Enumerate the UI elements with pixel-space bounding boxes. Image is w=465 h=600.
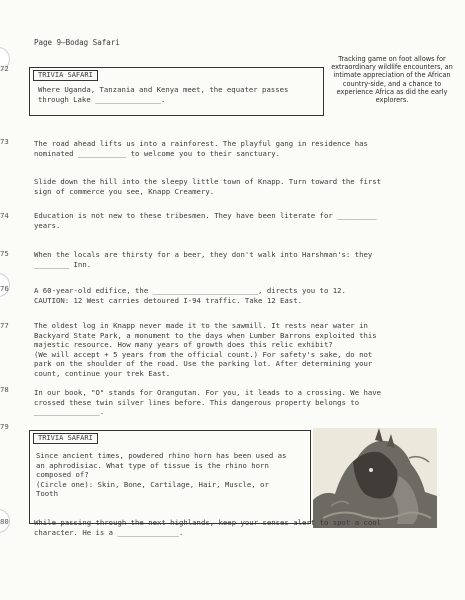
item-80-text: While passing through the next highlands, keep your senses alert to spot a cool character. He is a ______________. [34,518,382,537]
item-73-text: The road ahead lifts us into a rainforest. The playful gang in residence has nominated ___________ to welcome you to their sanctuary. [34,139,368,158]
trivia-question: Where Uganda, Tanzania and Kenya meet, the equater passes through Lake _______________. [38,85,289,104]
item-78-text: In our book, "O" stands for Orangutan. For you, it leads to a crossing. We have crossed these twin silver lines before. This dangerous property belongs to _______________. [34,388,382,417]
trivia-title: TRIVIA SAFARI [33,433,98,444]
page-header: Page 9—Bodag Safari [34,38,120,47]
item-77-text: The oldest log in Knapp never made it to the sawmill. It rests near water in Backyard State Park, a monument to the days when Lumber Barrons exploited this majestic resource. How many years of growth does this relic exhibit? (We will accept + 5 years from the official count.) For safety's sake, do not park on the shoulder of the road. Use the parking lot. After determining your count, continue your trek East. [34,321,377,378]
item-76-text: A 60-year-old edifice, the ________________________, directs you to 12. CAUTION: 12 West carries detoured I-94 traffic. Take 12 East. [34,286,346,305]
trivia-box-2 [29,430,311,524]
trivia-question: Since ancient times, powdered rhino horn has been used as an aphrodisiac. What type of tissue is the rhino horn composed of? (Circle one): Skin, Bone, Cartilage, Hair, Muscle, or Tooth [36,451,287,499]
item-number: 73 [0,137,9,146]
item-number: 74 [0,211,9,220]
item-75-text: When the locals are thirsty for a beer, they don't walk into Harshman's: they ________ Inn. [34,250,373,269]
rhino-illustration [313,428,437,528]
item-number: 75 [0,249,9,258]
trivia-box-1 [29,67,324,116]
item-number: 78 [0,385,9,394]
item-number: 80 [0,517,9,526]
item-number: 72 [0,64,9,73]
item-number: 77 [0,321,9,330]
safari-callout: Tracking game on foot allows for extraordinary wildlife encounters, an intimate appreciation of the African country-side, and a chance to experience Africa as did the early explorers. [331,55,453,105]
item-74-text: Education is not new to these tribesmen. They have been literate for _________ years. [34,211,377,230]
item-number: 79 [0,422,9,431]
item-number: 76 [0,284,9,293]
trivia-title: TRIVIA SAFARI [33,70,98,81]
knapp-instruction: Slide down the hill into the sleepy little town of Knapp. Turn toward the first sign of commerce you see, Knapp Creamery. [34,177,382,196]
